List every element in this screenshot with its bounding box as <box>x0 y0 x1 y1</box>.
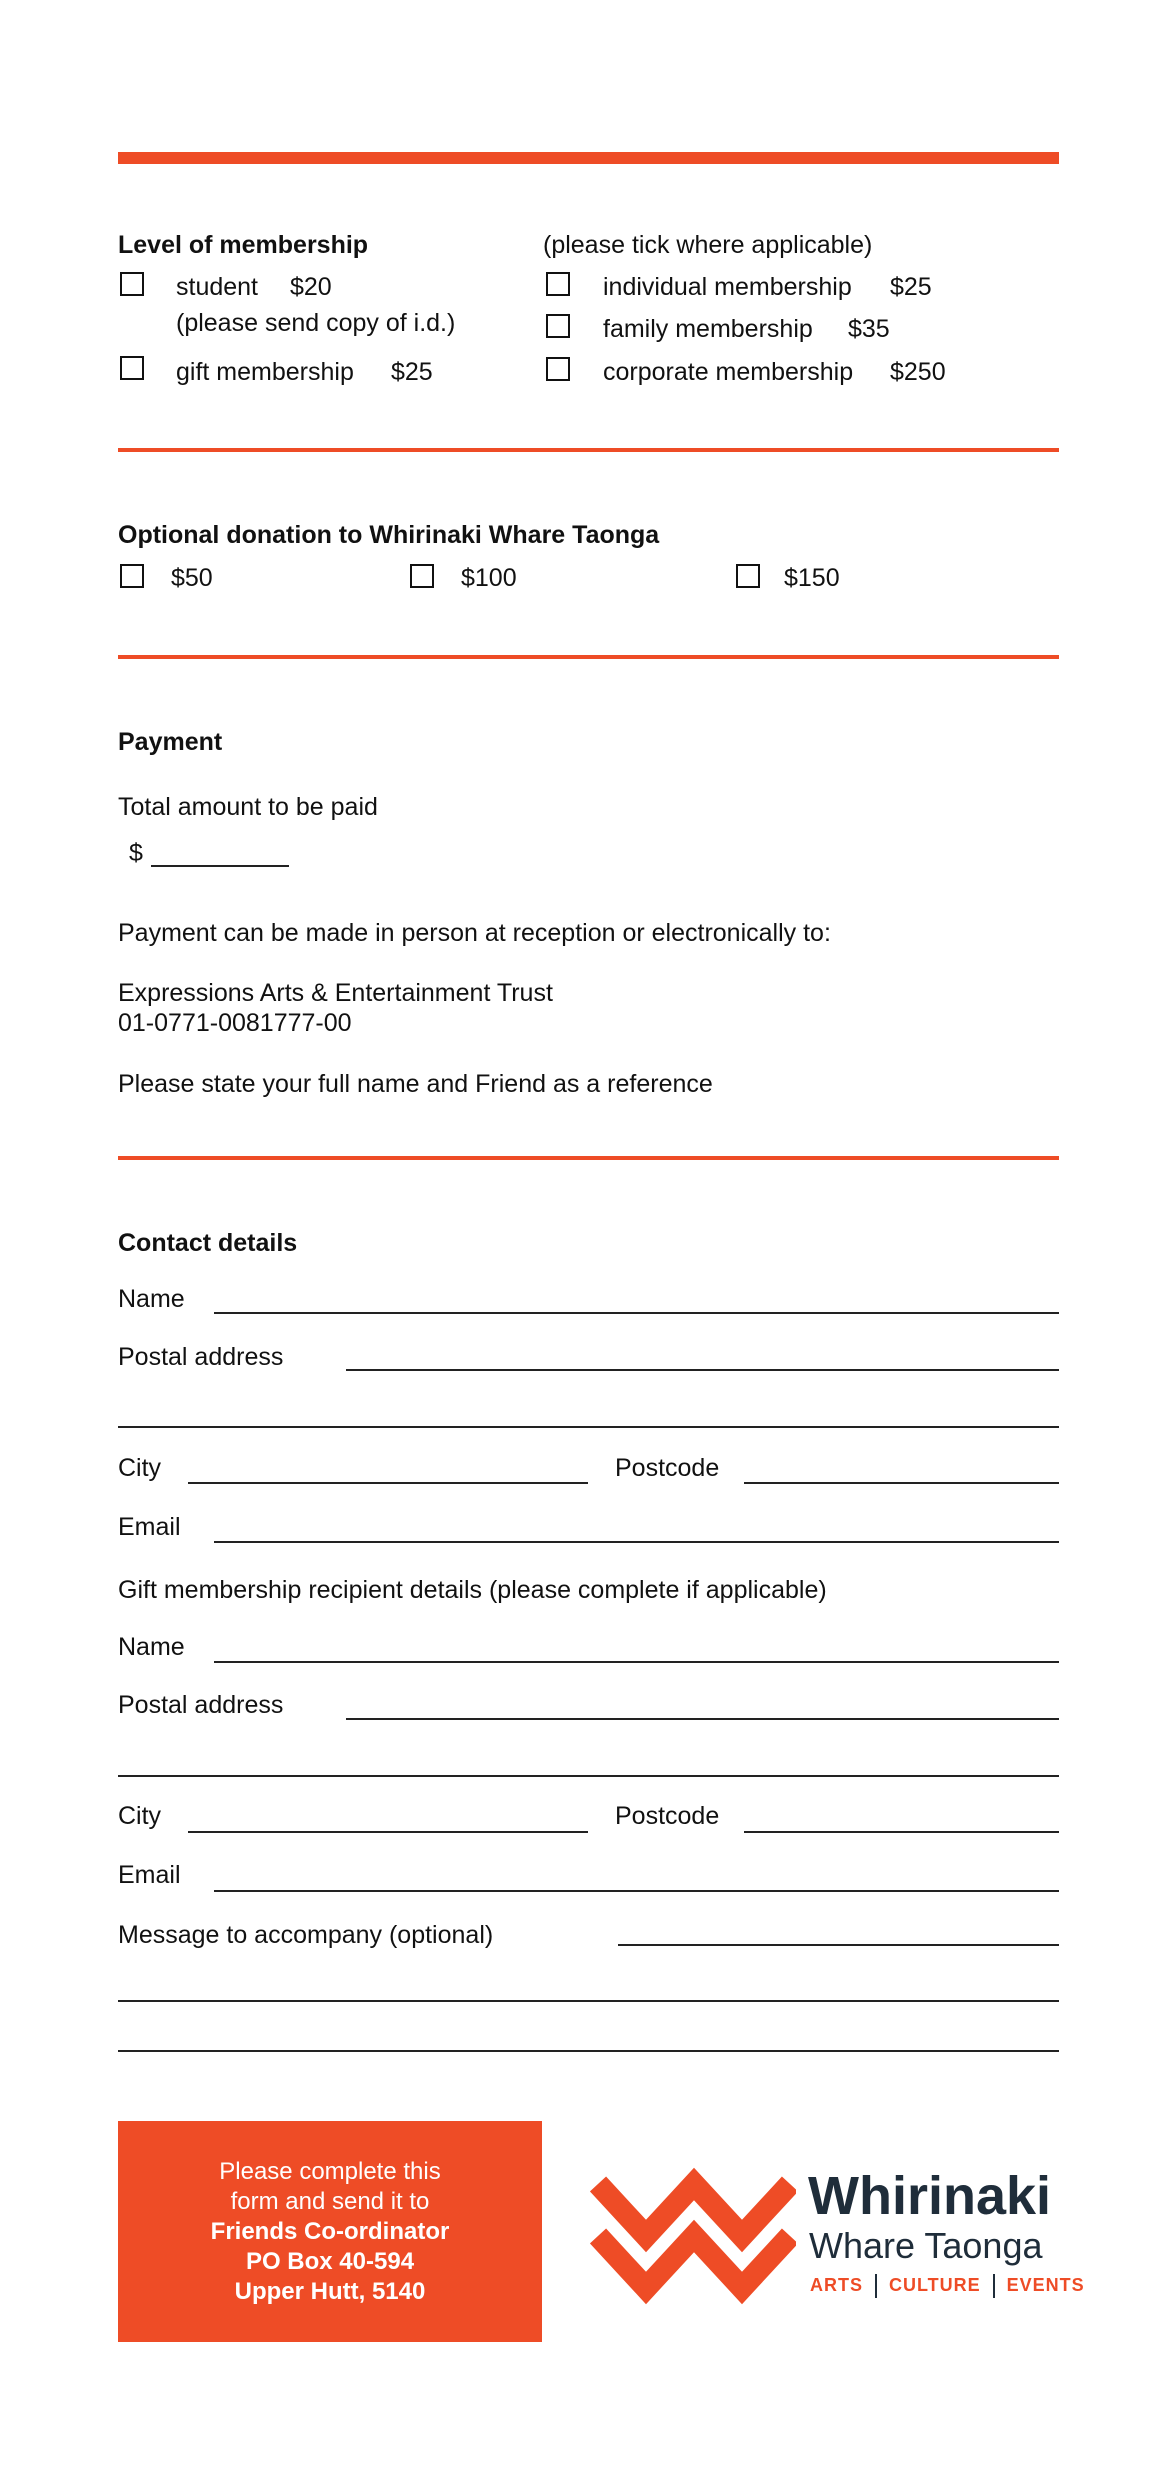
cta-recipient: Friends Co-ordinator <box>210 2217 450 2245</box>
gift-email-label: Email <box>118 1861 181 1889</box>
student-label: student <box>176 273 259 301</box>
divider-3 <box>118 1156 1059 1160</box>
membership-instruction: (please tick where applicable) <box>543 231 873 259</box>
student-note: (please send copy of i.d.) <box>176 309 456 337</box>
student-price: $20 <box>290 273 332 301</box>
gift-name-field[interactable] <box>214 1661 1059 1663</box>
whirinaki-logo <box>585 2152 1085 2312</box>
family-membership-checkbox[interactable] <box>546 314 570 338</box>
gift-message-field[interactable] <box>618 1944 1059 1946</box>
logo-tag-arts: ARTS <box>810 2275 863 2295</box>
gift-message-field-2[interactable] <box>118 2000 1059 2002</box>
contact-postal-field[interactable] <box>346 1369 1059 1371</box>
cta-po-box: PO Box 40-594 <box>245 2247 415 2275</box>
logo-tag-culture: CULTURE <box>889 2275 981 2295</box>
contact-name-field[interactable] <box>214 1312 1059 1314</box>
total-amount-field[interactable] <box>151 865 289 867</box>
individual-membership-price: $25 <box>890 273 932 301</box>
gift-membership-checkbox[interactable] <box>120 356 144 380</box>
contact-city-field[interactable] <box>188 1482 588 1484</box>
contact-email-field[interactable] <box>214 1541 1059 1543</box>
logo-title: Whirinaki <box>808 2166 1052 2226</box>
gift-message-label: Message to accompany (optional) <box>118 1921 494 1949</box>
contact-postal-label: Postal address <box>118 1343 284 1371</box>
donation-100-label: $100 <box>461 564 517 592</box>
corporate-membership-checkbox[interactable] <box>546 357 570 381</box>
donation-100-checkbox[interactable] <box>410 564 434 588</box>
gift-message-field-3[interactable] <box>118 2050 1059 2052</box>
gift-postal-label: Postal address <box>118 1691 284 1719</box>
family-membership-label: family membership <box>603 315 813 343</box>
dollar-sign: $ <box>129 839 143 867</box>
total-amount-label: Total amount to be paid <box>118 793 378 821</box>
gift-postcode-label: Postcode <box>615 1802 720 1830</box>
donation-50-label: $50 <box>171 564 213 592</box>
gift-name-label: Name <box>118 1633 185 1661</box>
corporate-membership-price: $250 <box>890 358 946 386</box>
gift-email-field[interactable] <box>214 1890 1059 1892</box>
gift-membership-label: gift membership <box>176 358 354 386</box>
gift-postal-field[interactable] <box>346 1718 1059 1720</box>
divider-1 <box>118 448 1059 452</box>
donation-heading: Optional donation to Whirinaki Whare Taonga <box>118 521 660 549</box>
donation-50-checkbox[interactable] <box>120 564 144 588</box>
logo-tag-events: EVENTS <box>1006 2275 1085 2295</box>
student-checkbox[interactable] <box>120 272 144 296</box>
gift-recipient-heading: Gift membership recipient details (please complete if applicable) <box>118 1576 827 1604</box>
family-membership-price: $35 <box>848 315 890 343</box>
corporate-membership-label: corporate membership <box>603 358 854 386</box>
contact-postal-field-2[interactable] <box>118 1426 1059 1428</box>
gift-postal-field-2[interactable] <box>118 1775 1059 1777</box>
donation-150-label: $150 <box>784 564 840 592</box>
payment-methods-text: Payment can be made in person at reception or electronically to: <box>118 919 831 947</box>
zigzag-w-icon <box>590 2166 796 2306</box>
cta-line-1: Please complete this <box>219 2157 441 2185</box>
logo-tag-separator <box>993 2274 995 2298</box>
contact-postcode-label: Postcode <box>615 1454 720 1482</box>
account-name: Expressions Arts & Entertainment Trust <box>118 979 553 1007</box>
contact-email-label: Email <box>118 1513 181 1541</box>
gift-city-field[interactable] <box>188 1831 588 1833</box>
membership-heading: Level of membership <box>118 231 369 259</box>
account-number: 01-0771-0081777-00 <box>118 1009 352 1037</box>
gift-postcode-field[interactable] <box>744 1831 1059 1833</box>
send-instructions-box <box>118 2121 542 2342</box>
cta-city: Upper Hutt, 5140 <box>234 2277 426 2305</box>
cta-line-2: form and send it to <box>230 2187 430 2215</box>
payment-heading: Payment <box>118 728 223 756</box>
contact-city-label: City <box>118 1454 162 1482</box>
individual-membership-label: individual membership <box>603 273 852 301</box>
contact-heading: Contact details <box>118 1229 298 1257</box>
logo-subtitle: Whare Taonga <box>809 2225 1043 2266</box>
divider-2 <box>118 655 1059 659</box>
contact-postcode-field[interactable] <box>744 1482 1059 1484</box>
contact-name-label: Name <box>118 1285 185 1313</box>
logo-tagline <box>810 2274 1085 2298</box>
donation-150-checkbox[interactable] <box>736 564 760 588</box>
gift-membership-price: $25 <box>391 358 433 386</box>
individual-membership-checkbox[interactable] <box>546 272 570 296</box>
logo-tag-separator <box>875 2274 877 2298</box>
reference-instruction: Please state your full name and Friend as a reference <box>118 1070 713 1098</box>
gift-city-label: City <box>118 1802 162 1830</box>
top-accent-bar <box>118 152 1059 164</box>
